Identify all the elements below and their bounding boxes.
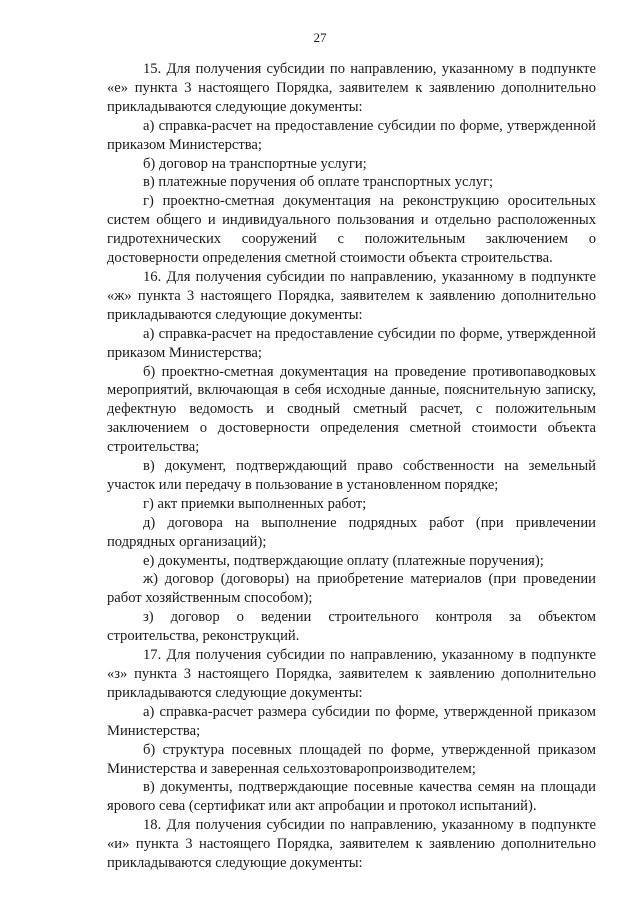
- paragraph: в) платежные поручения об оплате транспортных услуг;: [143, 174, 494, 191]
- paragraph: д) договора на выполнение подрядных работ (при привлечении подрядных организаций);: [107, 514, 596, 550]
- page-number: 27: [313, 30, 327, 45]
- paragraph: а) справка-расчет на предоставление субсидии по форме, утвержденной приказом Министерства;: [107, 325, 596, 361]
- paragraph: б) проектно-сметная документация на проведение противопаводковых мероприятий, включающая в себя исходные данные, пояснительную записку, дефектную ведомость и сводный сметный расчет, с положительным заключением о достоверности определения сметной стоимости объекта строительства;: [107, 363, 596, 456]
- paragraph: 18. Для получения субсидии по направлению, указанному в подпункте «и» пункта 3 настоящего Порядка, заявителем к заявлению дополнительно прикладываются следующие документы:: [107, 817, 596, 872]
- paragraph: в) документы, подтверждающие посевные качества семян на площади ярового сева (сертификат или акт апробации и протокол испытаний).: [107, 779, 596, 815]
- paragraph: г) акт приемки выполненных работ;: [143, 495, 367, 512]
- paragraph: ж) договор (договоры) на приобретение материалов (при проведении работ хозяйственным способом);: [107, 571, 596, 607]
- paragraph: е) документы, подтверждающие оплату (платежные поручения);: [143, 552, 544, 569]
- paragraph: г) проектно-сметная документация на реконструкцию оросительных систем общего и индивидуального пользования и отдельно расположенных гидротехнических сооружений с положительным заключением о достоверности определения сметной стоимости объекта строительства.: [107, 193, 596, 267]
- paragraph: 17. Для получения субсидии по направлению, указанному в подпункте «з» пункта 3 настоящего Порядка, заявителем к заявлению дополнительно прикладываются следующие документы:: [107, 647, 596, 701]
- paragraph: 16. Для получения субсидии по направлению, указанному в подпункте «ж» пункта 3 настоящего Порядка, заявителем к заявлению дополнительно прикладываются следующие документы:: [107, 268, 596, 323]
- paragraph: а) справка-расчет на предоставление субсидии по форме, утвержденной приказом Министерства;: [107, 117, 596, 153]
- paragraph: а) справка-расчет размера субсидии по форме, утвержденной приказом Министерства;: [107, 703, 596, 739]
- paragraph: б) договор на транспортные услуги;: [143, 155, 367, 172]
- paragraph: з) договор о ведении строительного контроля за объектом строительства, реконструкций.: [107, 609, 596, 645]
- document-body: [107, 60, 596, 873]
- paragraph: в) документ, подтверждающий право собственности на земельный участок или передачу в пользование в установленном порядке;: [107, 458, 596, 493]
- paragraph: б) структура посевных площадей по форме, утвержденной приказом Министерства и заверенная сельхозтоваропроизводителем;: [107, 741, 596, 777]
- paragraph: 15. Для получения субсидии по направлению, указанному в подпункте «е» пункта 3 настоящего Порядка, заявителем к заявлению дополнительно прикладываются следующие документы:: [107, 61, 596, 115]
